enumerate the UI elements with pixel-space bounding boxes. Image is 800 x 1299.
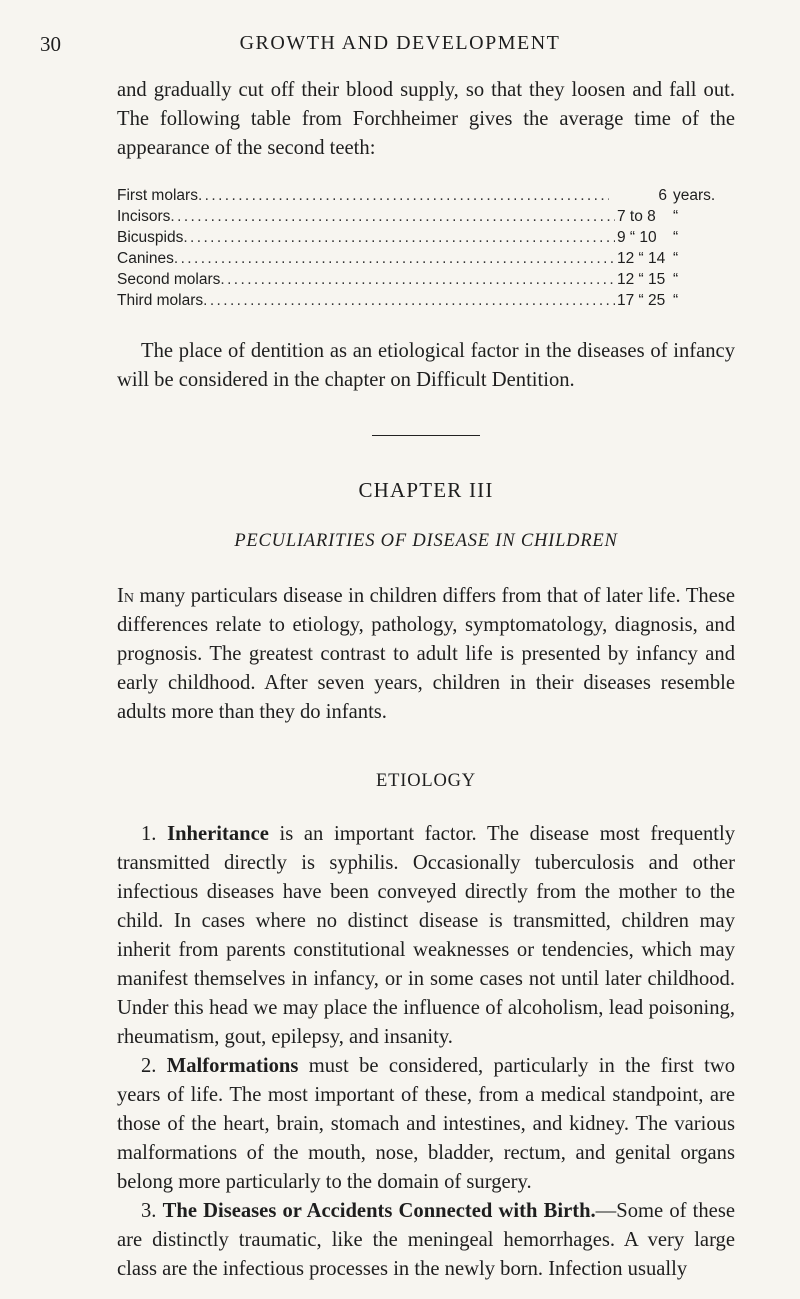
section-heading: ETIOLOGY xyxy=(376,771,476,791)
drop-word: In xyxy=(117,585,134,607)
page-body xyxy=(117,76,735,1284)
page-number: 30 xyxy=(40,32,61,56)
etiology-items xyxy=(117,820,735,1284)
dentition-paragraph: The place of dentition as an etiological factor in the diseases of infancy will be considered in the chapter on Difficult Dentition. xyxy=(117,340,735,391)
item-heading: Malformations xyxy=(166,1055,299,1077)
dot-leader xyxy=(220,269,615,290)
item-heading: Inheritance xyxy=(167,823,269,845)
tooth-name: Incisors xyxy=(117,208,171,225)
age-unit: “ xyxy=(673,250,679,267)
table-row xyxy=(117,269,735,290)
running-title: GROWTH AND DEVELOPMENT xyxy=(239,32,561,54)
eruption-age: 17 “ 25 xyxy=(617,292,666,309)
item-number: 1. xyxy=(141,823,157,845)
table-row xyxy=(117,206,735,227)
eruption-age: 12 “ 15 xyxy=(617,271,666,288)
page-header xyxy=(40,32,760,62)
table-row xyxy=(117,185,735,206)
dot-leader xyxy=(170,206,615,227)
table-row xyxy=(117,248,735,269)
tooth-name: First molars xyxy=(117,187,198,204)
item-heading: The Diseases or Accidents Connected with Birth. xyxy=(162,1200,596,1222)
eruption-age: 9 “ 10 xyxy=(617,229,657,246)
item-number: 3. xyxy=(141,1200,157,1222)
table-row xyxy=(117,227,735,248)
opening-paragraph xyxy=(117,582,735,727)
age-unit: “ xyxy=(673,271,679,288)
item-text: is an important factor. The disease most frequently transmitted directly is syphilis. Occasionally tuberculosis and other infectious diseases have been conveyed directly from the mother to the child. In cases where no distinct disease is transmitted, children may inherit from parents constitutional weaknesses or tendencies, which may manifest themselves in infancy, or in some cases not until later childhood. Under this head we may place the influence of alcoholism, lead poisoning, rheumatism, gout, epilepsy, and insanity. xyxy=(117,823,736,1048)
eruption-age: 12 “ 14 xyxy=(617,250,666,267)
etiology-item xyxy=(117,1197,735,1284)
tooth-name: Canines xyxy=(117,250,174,267)
chapter-title: PECULIARITIES OF DISEASE IN CHILDREN xyxy=(234,531,618,551)
age-unit: “ xyxy=(673,292,679,309)
eruption-age: 7 to 8 xyxy=(617,208,656,225)
item-text: must be considered, particularly in the first two years of life. The most important of these, from a medical standpoint, are those of the heart, brain, stomach and intestines, and kidney. The various malformations of the mouth, nose, bladder, rectum, and genital organs belong more particularly to the domain of surgery. xyxy=(117,1055,735,1193)
intro-paragraph: and gradually cut off their blood supply, so that they loosen and fall out. The following table from Forchheimer gives the average time of the appearance of the second teeth: xyxy=(117,79,735,159)
item-number: 2. xyxy=(141,1055,157,1077)
etiology-item xyxy=(117,820,735,1052)
item-text: —Some of these are distinctly traumatic, like the meningeal hemorrhages. A very large class are the infectious processes in the newly born. Infection usually xyxy=(117,1200,735,1280)
dot-leader xyxy=(183,227,615,248)
tooth-name: Third molars xyxy=(117,292,204,309)
dot-leader xyxy=(198,185,609,206)
teeth-eruption-table xyxy=(117,185,735,311)
dot-leader xyxy=(203,290,615,311)
age-unit: “ xyxy=(673,229,679,246)
dot-leader xyxy=(174,248,615,269)
section-divider xyxy=(372,435,480,436)
tooth-name: Bicuspids xyxy=(117,229,184,246)
eruption-age: 6 xyxy=(658,187,667,204)
age-unit: “ xyxy=(673,208,679,225)
etiology-item xyxy=(117,1052,735,1197)
tooth-name: Second molars xyxy=(117,271,221,288)
table-row xyxy=(117,290,735,311)
opening-text: many particulars disease in children differs from that of later life. These differences relate to etiology, pathology, symptomatology, diagnosis, and prognosis. The greatest contrast to adult life is presented by infancy and early childhood. After seven years, children in their diseases resemble adults more than they do infants. xyxy=(117,585,735,723)
age-unit: years. xyxy=(673,187,716,204)
chapter-label: CHAPTER III xyxy=(358,478,494,502)
